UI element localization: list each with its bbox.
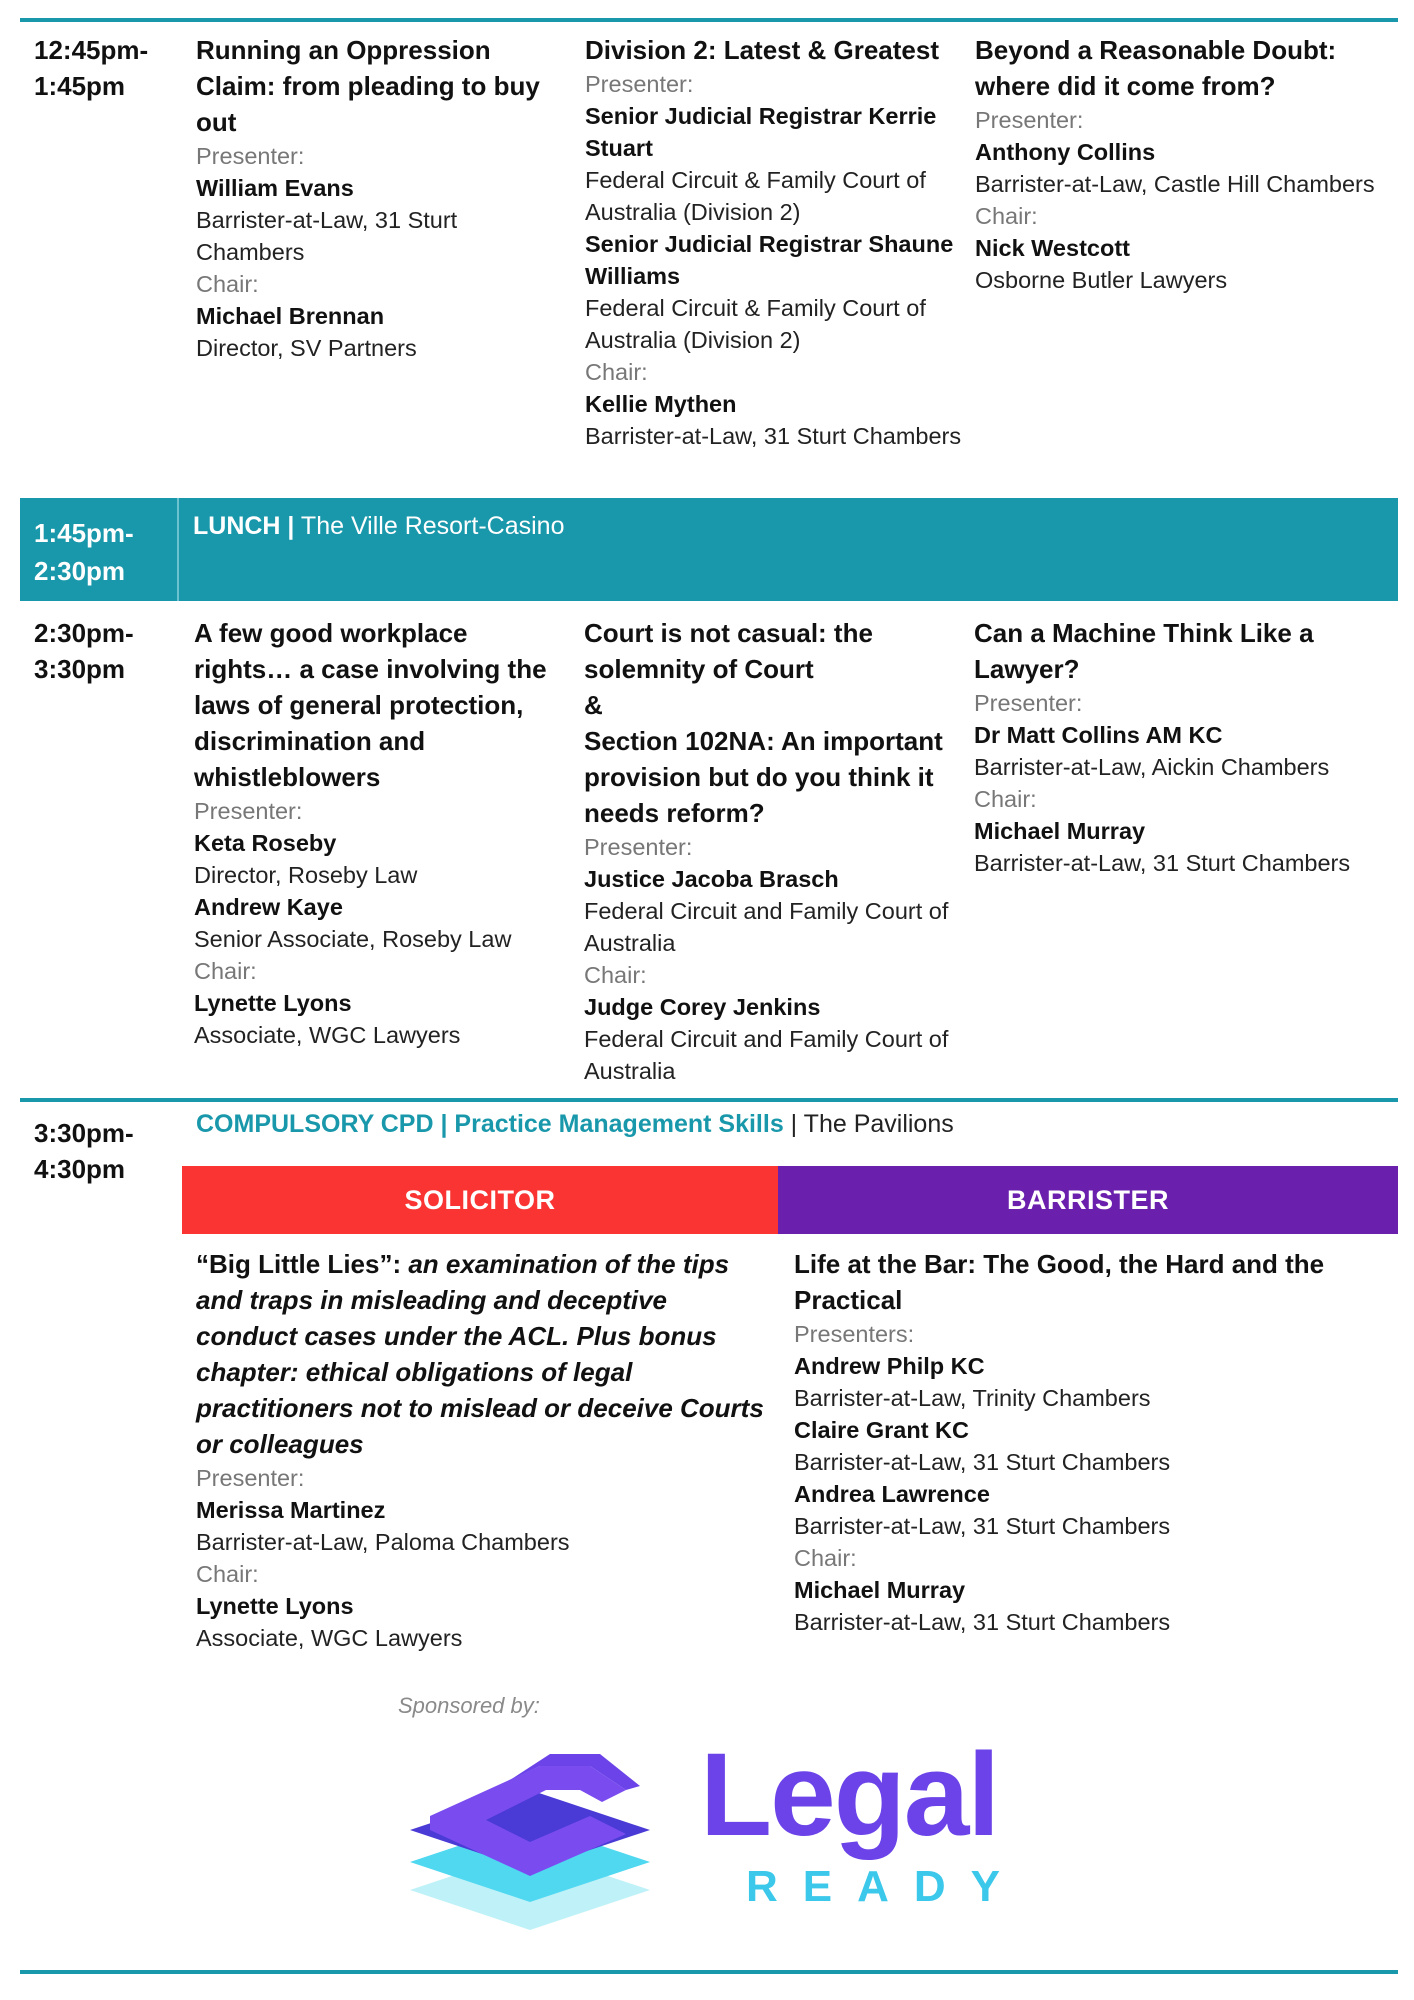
role-label: Presenter:: [975, 107, 1084, 133]
session-card: [585, 32, 965, 452]
chair-name: Lynette Lyons: [194, 990, 352, 1016]
time-slot: 1:45pm- 2:30pm: [34, 518, 134, 586]
barrister-session: [794, 1246, 1364, 1638]
chair-affiliation: Barrister-at-Law, 31 Sturt Chambers: [585, 423, 962, 449]
role-label: Presenter:: [584, 834, 693, 860]
chair-name: Michael Murray: [974, 818, 1146, 844]
solicitor-session: [196, 1246, 766, 1654]
role-label: Chair:: [584, 962, 647, 988]
time-slot: 2:30pm- 3:30pm: [34, 618, 134, 684]
presenter-affiliation: Federal Circuit and Family Court of Australia: [584, 898, 949, 956]
band-divider: [177, 498, 179, 601]
role-label: Chair:: [196, 1561, 259, 1587]
chair-affiliation: Director, SV Partners: [196, 335, 417, 361]
sponsor-logo: [390, 1730, 1070, 1930]
chair-affiliation: Osborne Butler Lawyers: [975, 267, 1228, 293]
session-title: Can a Machine Think Like a Lawyer?: [974, 618, 1314, 684]
chair-name: Michael Murray: [794, 1577, 966, 1603]
top-rule: [20, 18, 1398, 22]
presenter-affiliation: Federal Circuit & Family Court of Australia (Division 2): [585, 295, 926, 353]
presenter-name: Senior Judicial Registrar Shaune Williams: [585, 231, 954, 289]
role-label: Chair:: [974, 786, 1037, 812]
session-card: [194, 615, 569, 1051]
barrister-banner: BARRISTER: [778, 1166, 1398, 1234]
role-label: Presenter:: [194, 798, 303, 824]
chair-affiliation: Associate, WGC Lawyers: [196, 1625, 463, 1651]
session-title: Running an Oppression Claim: from pleading to buy out: [196, 35, 540, 137]
session-title: Beyond a Reasonable Doubt: where did it come from?: [975, 35, 1337, 101]
session-title: Court is not casual: the solemnity of Court & Section 102NA: An important provision but do you think it needs reform?: [584, 618, 943, 828]
presenter-name: Senior Judicial Registrar Kerrie Stuart: [585, 103, 937, 161]
presenter-name: Andrew Kaye: [194, 894, 343, 920]
presenter-name: Keta Roseby: [194, 830, 337, 856]
chair-name: Nick Westcott: [975, 235, 1130, 261]
role-label: Presenters:: [794, 1321, 915, 1347]
role-label: Presenter:: [585, 71, 694, 97]
role-label: Chair:: [585, 359, 648, 385]
session-title: “Big Little Lies”: an examination of the tips and traps in misleading and deceptive conduct cases under the ACL. Plus bonus chapter: ethical obligations of legal practitioners not to mislead or deceive Courts or colleagues: [196, 1249, 764, 1459]
presenter-affiliation: Barrister-at-Law, Paloma Chambers: [196, 1529, 570, 1555]
session-title: A few good workplace rights… a case involving the laws of general protection, discrimination and whistleblowers: [194, 618, 547, 792]
presenter-name: Dr Matt Collins AM KC: [974, 722, 1223, 748]
presenter-affiliation: Barrister-at-Law, Aickin Chambers: [974, 754, 1330, 780]
sponsored-by-label: Sponsored by:: [398, 1693, 540, 1718]
solicitor-banner: SOLICITOR: [182, 1166, 778, 1234]
presenter-name: William Evans: [196, 175, 354, 201]
chair-affiliation: Associate, WGC Lawyers: [194, 1022, 461, 1048]
presenter-affiliation: Barrister-at-Law, 31 Sturt Chambers: [794, 1513, 1171, 1539]
session-title: Division 2: Latest & Greatest: [585, 35, 939, 65]
presenter-name: Justice Jacoba Brasch: [584, 866, 839, 892]
session-card: [974, 615, 1384, 879]
presenter-name: Andrea Lawrence: [794, 1481, 990, 1507]
cpd-heading: COMPULSORY CPD | Practice Management Skills | The Pavilions: [196, 1110, 954, 1138]
chair-affiliation: Barrister-at-Law, 31 Sturt Chambers: [974, 850, 1351, 876]
presenter-affiliation: Federal Circuit & Family Court of Australia (Division 2): [585, 167, 926, 225]
lunch-label: LUNCH | The Ville Resort-Casino: [193, 512, 565, 540]
logo-subword: READY: [746, 1862, 1026, 1911]
chair-affiliation: Federal Circuit and Family Court of Australia: [584, 1026, 949, 1084]
bottom-rule: [20, 1970, 1398, 1974]
role-label: Chair:: [794, 1545, 857, 1571]
presenter-affiliation: Senior Associate, Roseby Law: [194, 926, 512, 952]
role-label: Chair:: [196, 271, 259, 297]
chair-affiliation: Barrister-at-Law, 31 Sturt Chambers: [794, 1609, 1171, 1635]
session-card: [584, 615, 964, 1087]
role-label: Chair:: [975, 203, 1038, 229]
role-label: Presenter:: [196, 143, 305, 169]
chair-name: Michael Brennan: [196, 303, 385, 329]
presenter-affiliation: Barrister-at-Law, Castle Hill Chambers: [975, 171, 1375, 197]
role-label: Presenter:: [974, 690, 1083, 716]
role-label: Presenter:: [196, 1465, 305, 1491]
logo-wordmark: Legal: [700, 1729, 999, 1861]
session-title: Life at the Bar: The Good, the Hard and the Practical: [794, 1249, 1325, 1315]
session-card: [196, 32, 566, 364]
presenter-name: Andrew Philp KC: [794, 1353, 985, 1379]
chair-name: Lynette Lyons: [196, 1593, 354, 1619]
role-label: Chair:: [194, 958, 257, 984]
presenter-name: Claire Grant KC: [794, 1417, 969, 1443]
presenter-affiliation: Barrister-at-Law, 31 Sturt Chambers: [794, 1449, 1171, 1475]
legal-ready-logo-icon: [390, 1730, 670, 1930]
lunch-band: [20, 498, 1398, 601]
presenter-affiliation: Barrister-at-Law, Trinity Chambers: [794, 1385, 1151, 1411]
chair-name: Judge Corey Jenkins: [584, 994, 821, 1020]
session-card: [975, 32, 1375, 296]
chair-name: Kellie Mythen: [585, 391, 737, 417]
row-divider: [20, 1098, 1398, 1102]
presenter-name: Merissa Martinez: [196, 1497, 386, 1523]
presenter-affiliation: Barrister-at-Law, 31 Sturt Chambers: [196, 207, 458, 265]
presenter-name: Anthony Collins: [975, 139, 1156, 165]
presenter-affiliation: Director, Roseby Law: [194, 862, 418, 888]
time-slot: 12:45pm- 1:45pm: [34, 35, 149, 101]
time-slot: 3:30pm- 4:30pm: [34, 1118, 134, 1184]
